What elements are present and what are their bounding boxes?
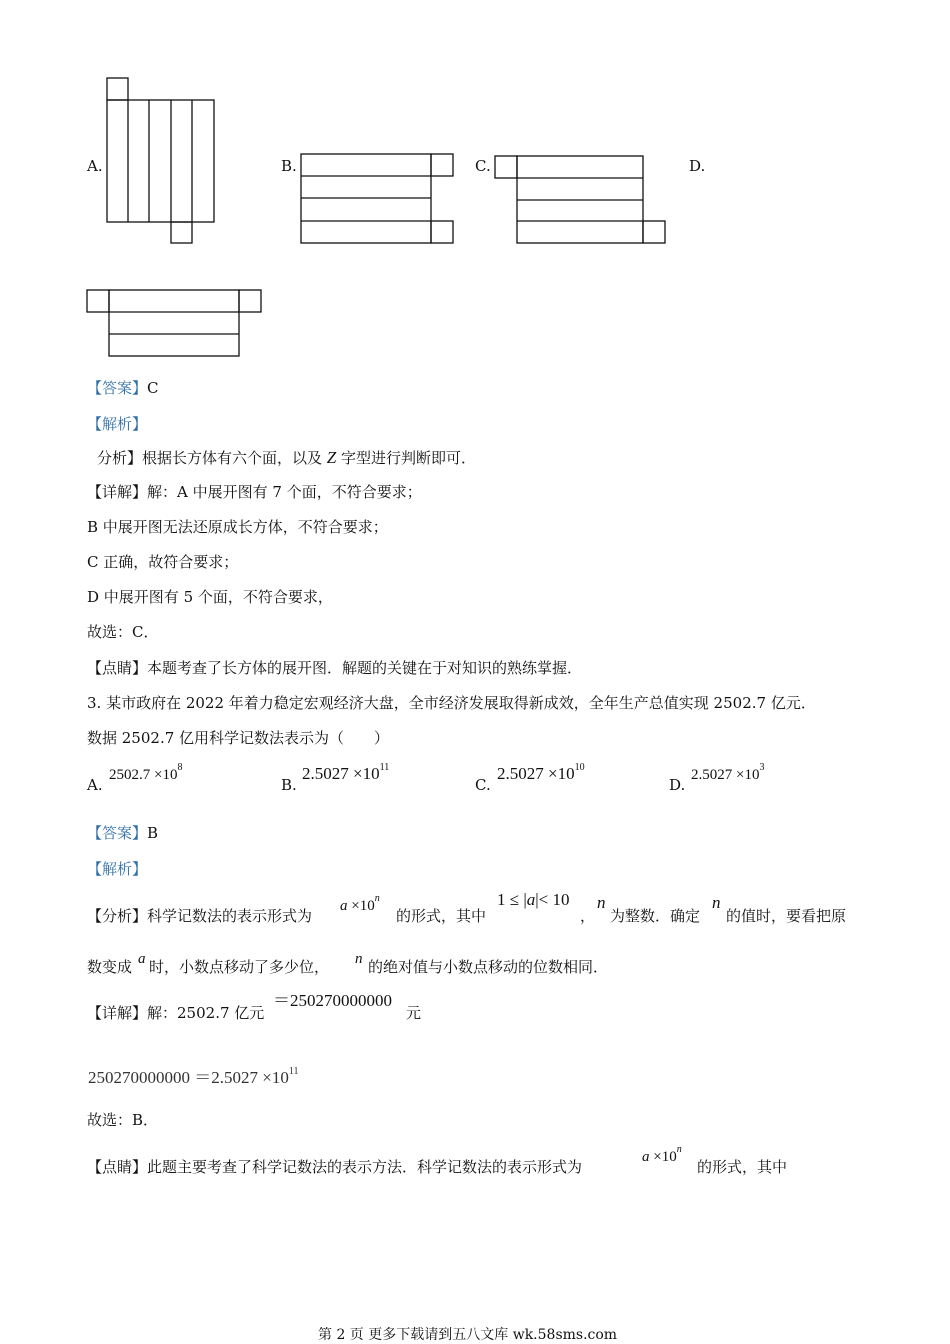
q3-answer [87, 823, 158, 843]
q3-option-c-expr [497, 762, 585, 784]
n-var: n [597, 893, 606, 912]
option-d-label: D. [689, 157, 706, 175]
n-var: n [712, 893, 721, 912]
option-c-exp: 10 [574, 762, 585, 773]
form-a: a [340, 898, 348, 914]
q2-analysis-tail: 字型进行判断即可． [341, 449, 477, 467]
option-c-label: C. [475, 157, 491, 175]
option-d-exp: 3 [759, 762, 765, 773]
answer-tag: 【答案】 [87, 379, 148, 397]
q2-detail-2: B 中展开图无法还原成长方体，不符合要求； [87, 518, 388, 536]
q2-comment [87, 658, 582, 678]
analysis-text-7: 的绝对值与小数点移动的位数相同． [368, 958, 609, 976]
q2-answer [87, 378, 159, 398]
detail-tag: 【详解】 [87, 483, 148, 501]
calc-equation [88, 1063, 298, 1088]
form-times: ×10 [347, 898, 375, 914]
net-figure-b [300, 153, 456, 245]
q2-detail-3: C 正确，故符合要求； [87, 553, 239, 571]
form-times: ×10 [649, 1149, 677, 1165]
comment-tag: 【点睛】 [87, 659, 148, 677]
analysis-text-4: 的值时，要看把原 [726, 907, 847, 925]
form-n: n [374, 893, 380, 904]
detail-line-1: 解：A 中展开图有 7 个面，不符合要求； [147, 483, 422, 501]
option-a-base: 2502.7 ×10 [109, 767, 178, 783]
q3-option-d-label: D. [669, 776, 686, 794]
q3-option-b-label: B. [281, 776, 297, 794]
q3-option-b-expr [302, 762, 389, 784]
option-c-base: 2.5027 ×10 [497, 764, 575, 783]
analysis-text-1: 科学记数法的表示形式为 [147, 907, 313, 925]
comment-form [642, 1144, 682, 1166]
option-b-base: 2.5027 ×10 [302, 764, 380, 783]
answer-value: C [147, 379, 159, 397]
comment-text-1: 此题主要考查了科学记数法的表示方法．科学记数法的表示形式为 [147, 1158, 583, 1176]
form-n: n [676, 1144, 682, 1155]
detail-tag: 【详解】 [87, 1004, 148, 1022]
q3-option-c-label: C. [475, 776, 491, 794]
cond-right: |< 10 [535, 890, 570, 909]
a-var: a [138, 951, 146, 967]
analysis-text-5: 数变成 [87, 958, 133, 976]
option-a-exp: 8 [177, 762, 183, 773]
analysis-text-2: 的形式，其中 [396, 907, 487, 925]
answer-value: B [147, 824, 159, 842]
q3-stem-2: 数据 2502.7 亿用科学记数法表示为（ ） [87, 729, 390, 747]
q2-analysis-text: 分析】根据长方体有六个面，以及 [97, 449, 323, 467]
form-a: a [642, 1149, 650, 1165]
option-b-label: B. [281, 157, 297, 175]
q3-option-a-label: A. [87, 776, 103, 794]
q2-detail-4: D 中展开图有 5 个面，不符合要求， [87, 588, 333, 606]
q3-stem-1: 3. 某市政府在 2022 年着力稳定宏观经济大盘，全市经济发展取得新成效，全年生产总值实现 2502.7 亿元． [87, 694, 816, 712]
answer-tag: 【答案】 [87, 824, 148, 842]
q2-analysis-var: Z [326, 448, 337, 467]
option-b-exp: 11 [379, 762, 390, 773]
cond-a: a [526, 890, 536, 909]
q3-jiexi-tag: 【解析】 [87, 860, 148, 878]
net-figure-a [106, 77, 216, 245]
q2-jiexi-tag: 【解析】 [87, 415, 148, 433]
analysis-text-6: 时，小数点移动了多少位， [149, 958, 330, 976]
scientific-form [340, 893, 380, 915]
analysis-comma: ， [580, 907, 596, 925]
q3-comment [87, 1157, 582, 1177]
q3-option-d-expr [691, 762, 764, 784]
net-figure-c [494, 155, 668, 245]
comment-text-2: 的形式，其中 [697, 1158, 788, 1176]
comment-tag: 【点睛】 [87, 1158, 148, 1176]
n-var: n [355, 951, 363, 967]
cond-left: 1 ≤ | [497, 890, 527, 909]
q3-detail [87, 1003, 264, 1023]
condition-expr [497, 890, 569, 910]
q2-choose: 故选：C． [87, 623, 159, 641]
q2-detail [87, 482, 422, 502]
q3-option-a-expr [109, 762, 182, 784]
q3-analysis-line-1 [87, 906, 312, 926]
calc-exp: 11 [288, 1066, 299, 1077]
net-figure-d [86, 289, 264, 359]
detail-equation: ＝250270000000 [273, 991, 392, 1010]
detail-unit: 元 [406, 1004, 422, 1022]
detail-text-1: 解：2502.7 亿元 [147, 1004, 265, 1022]
analysis-text-3: 为整数．确定 [610, 907, 701, 925]
analysis-tag: 【分析】 [87, 907, 148, 925]
option-a-label: A. [87, 157, 103, 175]
page-footer: 第 2 页 更多下载请到五八文库 wk.58sms.com [318, 1327, 618, 1343]
calc-base: 250270000000 ＝2.5027 ×10 [88, 1068, 289, 1087]
q3-choose: 故选：B． [87, 1111, 159, 1129]
option-d-base: 2.5027 ×10 [691, 767, 760, 783]
comment-text: 本题考查了长方体的展开图．解题的关键在于对知识的熟练掌握． [147, 659, 583, 677]
q2-analysis [97, 448, 476, 468]
